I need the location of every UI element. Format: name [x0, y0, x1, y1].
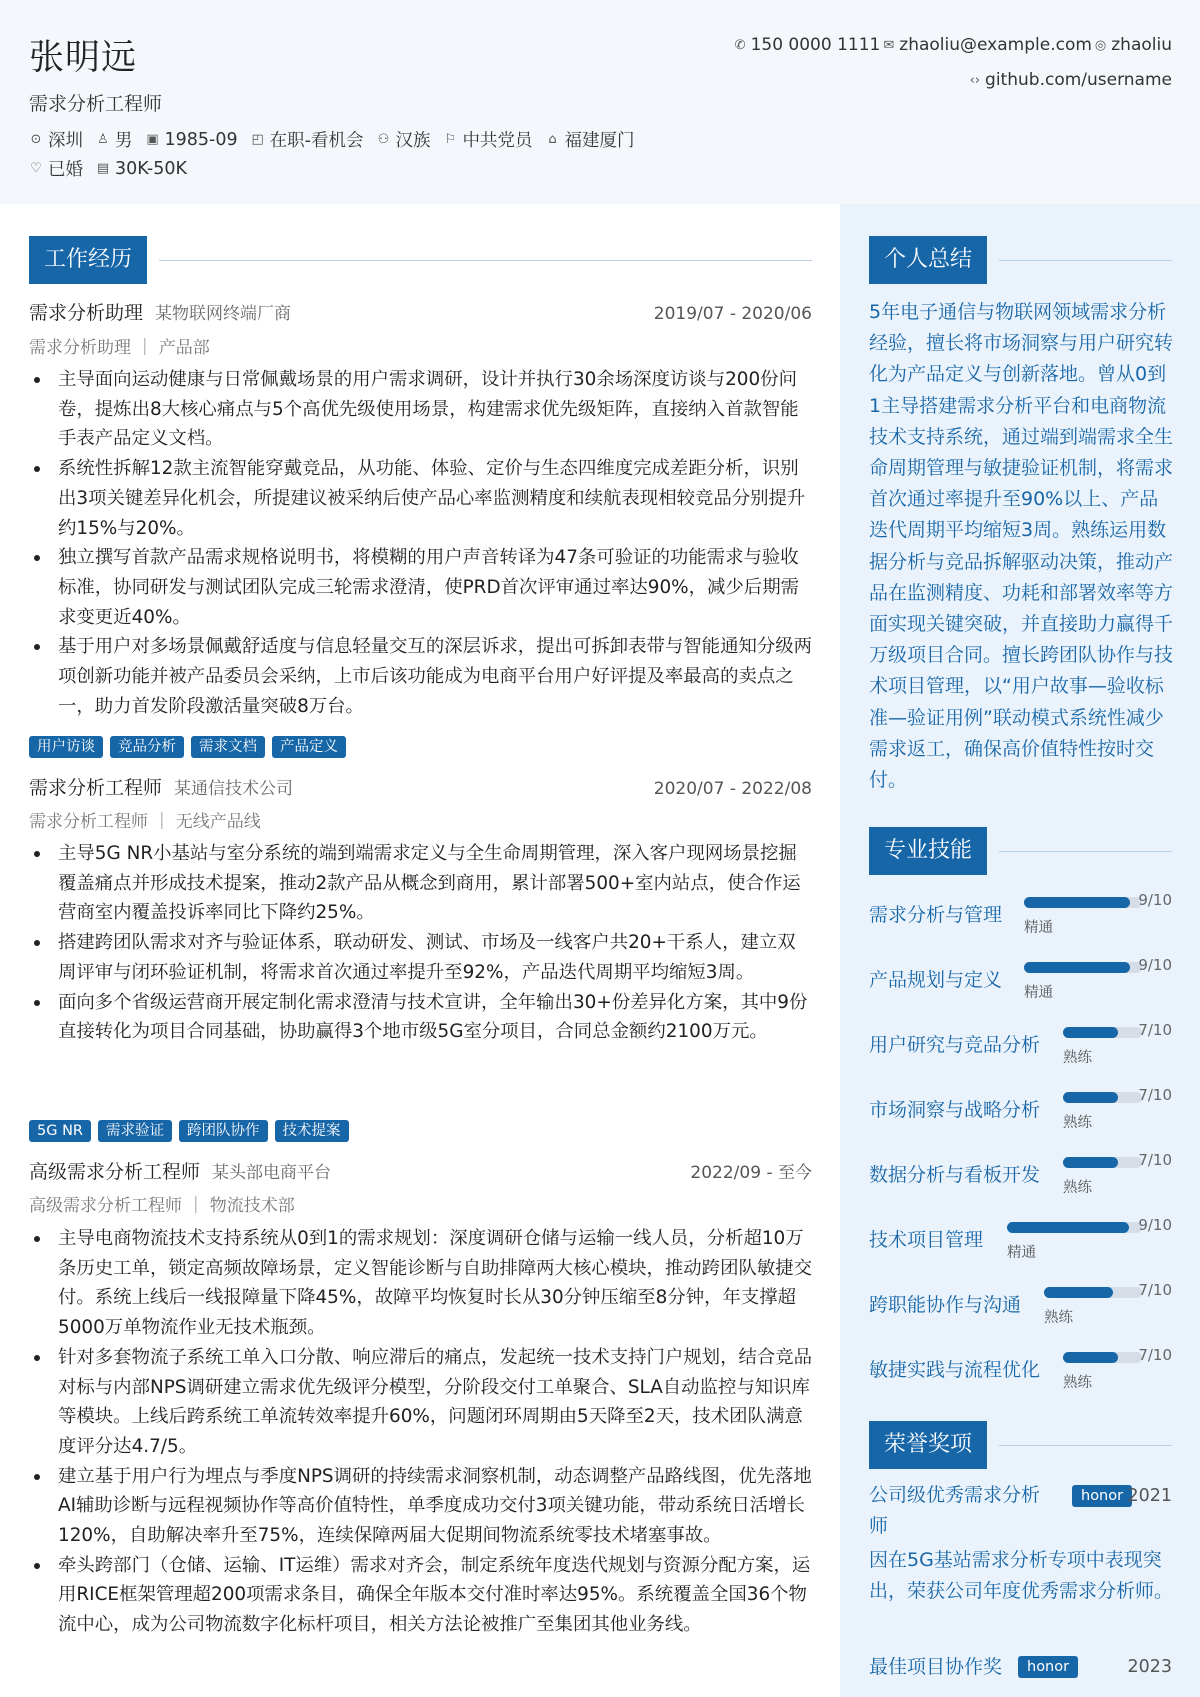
summary-text: 5年电子通信与物联网领域需求分析经验，擅长将市场洞察与用户研究转化为产品定义与创新落地。曾从0到1主导搭建需求分析平台和电商物流技术支持系统，通过端到端需求全生命周期管理与敏捷验证机制，将需求首次通过率提升至90%以上、产品迭代周期平均缩短3周。熟练运用数据分析与竞品拆解驱动决策，推动产品在监测精度、功耗和部署效率等方面实现关键突破，并直接助力赢得千万级项目合同。擅长跨团队协作与技术项目管理，以“用户故事—验收标准—验证用例”联动模式系统性减少需求返工，确保高价值特性按时交付。: [869, 301, 1174, 792]
meta-city: 深圳: [48, 131, 83, 151]
calendar-icon: ▣: [146, 132, 159, 147]
money-icon: ▤: [96, 161, 110, 176]
heart-icon: ♡: [30, 161, 42, 176]
phone-icon: ✆: [734, 37, 746, 53]
list-item: 搭建跨团队需求对齐与验证体系，联动研发、测试、市场及一线客户共20+干系人，建立双周评审与闭环验证机制，将需求首次通过率提升至92%，产品迭代周期平均缩短3周。: [29, 928, 813, 987]
skill-item: [869, 1215, 1172, 1275]
job-bullets: [29, 839, 813, 1047]
skill-name: 技术项目管理: [869, 1229, 984, 1251]
flag-icon: ⚐: [444, 132, 457, 147]
meta-salary: 30K-50K: [115, 158, 187, 179]
candidate-name: 张明远: [29, 38, 138, 78]
skill-bar: [1063, 1352, 1142, 1363]
award-badge: honor: [1018, 1656, 1078, 1678]
job-bullets: [29, 1224, 813, 1640]
award-badge: honor: [1072, 1485, 1132, 1507]
job-subtitle: 需求分析工程师 ｜ 无线产品线: [29, 812, 261, 832]
job-tags: [29, 1120, 356, 1142]
wechat-icon: ◎: [1094, 37, 1107, 53]
skill-bar: [1044, 1287, 1142, 1298]
tag: 需求验证: [98, 1120, 172, 1142]
skill-name: 用户研究与竞品分析: [869, 1034, 1041, 1056]
meta-hometown: 福建厦门: [564, 131, 635, 151]
section-title-summary: 个人总结: [869, 236, 987, 284]
meta-ethnicity: 汉族: [395, 131, 431, 151]
contact-phone[interactable]: 150 0000 1111: [750, 35, 881, 55]
list-item: 牵头跨部门（仓储、运输、IT运维）需求对齐会，制定系统年度迭代规划与资源分配方案，运用RICE框架管理超200项需求条目，确保全年版本交付准时率达95%。系统覆盖全国36个物流中心，成为公司物流数字化标杆项目，相关方法论被推广至集团其他业务线。: [29, 1551, 813, 1640]
skill-level: 熟练: [1063, 1115, 1092, 1131]
resume-header: [0, 0, 1200, 204]
skill-fill: [1063, 1352, 1118, 1363]
section-divider: [999, 260, 1172, 261]
contact-row-2: [967, 70, 1172, 90]
job-company: 某物联网终端厂商: [155, 304, 292, 324]
section-skills: [869, 827, 1172, 875]
skill-fill: [1063, 1027, 1118, 1038]
tag: 用户访谈: [29, 736, 103, 758]
skill-fill: [1044, 1287, 1113, 1298]
skill-score: 9/10: [1138, 1216, 1172, 1234]
skill-item: [869, 890, 1172, 950]
skill-item: [869, 1150, 1172, 1210]
contact-email[interactable]: zhaoliu@example.com: [899, 35, 1092, 55]
briefcase-icon: ◰: [251, 132, 264, 147]
candidate-title: 需求分析工程师: [29, 93, 163, 115]
job-company: 某通信技术公司: [174, 779, 294, 799]
skill-fill: [1063, 1092, 1118, 1103]
contact-wechat[interactable]: zhaoliu: [1111, 35, 1172, 55]
skill-bar: [1024, 897, 1142, 908]
job-header: [29, 1157, 812, 1184]
meta-political: 中共党员: [462, 131, 533, 151]
skill-level: 精通: [1024, 920, 1053, 936]
section-title-skills: 专业技能: [869, 827, 987, 875]
meta-status: 在职-看机会: [269, 131, 364, 151]
skill-name: 产品规划与定义: [869, 969, 1003, 991]
list-item: 建立基于用户行为埋点与季度NPS调研的持续需求洞察机制，动态调整产品路线图，优先落地AI辅助诊断与远程视频协作等高价值特性，单季度成功交付3项关键功能，带动系统日活增长120%，自助解决率升至75%，连续保障两届大促期间物流系统零技术堵塞事故。: [29, 1462, 813, 1551]
section-title-awards: 荣誉奖项: [869, 1421, 987, 1469]
tag: 竞品分析: [110, 736, 184, 758]
skill-bar: [1063, 1092, 1142, 1103]
skill-bar: [1063, 1157, 1142, 1168]
skill-name: 市场洞察与战略分析: [869, 1099, 1041, 1121]
list-item: 主导面向运动健康与日常佩戴场景的用户需求调研，设计并执行30余场深度访谈与200份问卷，提炼出8大核心痛点与5个高优先级使用场景，构建需求优先级矩阵，直接纳入首款智能手表产品定义文档。: [29, 365, 813, 454]
list-item: 系统性拆解12款主流智能穿戴竞品，从功能、体验、定价与生态四维度完成差距分析，识别出3项关键差异化机会，所提建议被采纳后使产品心率监测精度和续航表现相较竞品分别提升约15%与20%。: [29, 454, 813, 543]
skill-fill: [1024, 897, 1130, 908]
skill-fill: [1024, 962, 1130, 973]
skill-level: 精通: [1007, 1245, 1036, 1261]
skill-score: 9/10: [1138, 891, 1172, 909]
job-subtitle: 需求分析助理 ｜ 产品部: [29, 338, 210, 358]
job-title: 需求分析工程师: [29, 777, 163, 799]
skill-bar: [1007, 1222, 1142, 1233]
skill-item: [869, 955, 1172, 1015]
skill-item: [869, 1085, 1172, 1145]
skill-score: 7/10: [1138, 1346, 1172, 1364]
award-description: 因在5G基站需求分析专项中表现突出，荣获公司年度优秀需求分析师。: [869, 1549, 1174, 1602]
job-date: 2020/07 - 2022/08: [653, 779, 812, 799]
meta-marital: 已婚: [48, 160, 83, 180]
meta-row-2: [29, 156, 200, 181]
skill-score: 7/10: [1138, 1281, 1172, 1299]
section-divider: [999, 1445, 1172, 1446]
job-date: 2022/09 - 至今: [690, 1163, 812, 1183]
job-company: 某头部电商平台: [212, 1163, 332, 1183]
skill-score: 9/10: [1138, 956, 1172, 974]
skill-level: 熟练: [1063, 1050, 1092, 1066]
award-year: 2023: [1127, 1657, 1172, 1677]
section-divider: [159, 260, 812, 261]
job-title: 高级需求分析工程师: [29, 1161, 201, 1183]
skill-score: 7/10: [1138, 1151, 1172, 1169]
tag: 跨团队协作: [179, 1120, 268, 1142]
job-date: 2019/07 - 2020/06: [653, 304, 812, 324]
skill-name: 需求分析与管理: [869, 904, 1003, 926]
section-summary: [869, 236, 1172, 284]
job-bullets: [29, 365, 813, 721]
section-title-work: 工作经历: [29, 236, 147, 284]
list-item: 面向多个省级运营商开展定制化需求澄清与技术宣讲，全年输出30+份差异化方案，其中9份直接转化为项目合同基础，协助赢得3个地市级5G室分项目，合同总金额约2100万元。: [29, 988, 813, 1047]
job-header: [29, 773, 812, 800]
skill-bar: [1024, 962, 1142, 973]
tag: 产品定义: [272, 736, 346, 758]
skill-bar: [1063, 1027, 1142, 1038]
home-icon: ⌂: [548, 132, 557, 147]
tag: 需求文档: [191, 736, 265, 758]
list-item: 主导5G NR小基站与室分系统的端到端需求定义与全生命周期管理，深入客户现网场景挖掘覆盖痛点并形成技术提案，推动2款产品从概念到商用，累计部署500+室内站点，使合作运营商室内覆盖投诉率同比下降约25%。: [29, 839, 813, 928]
skill-item: [869, 1345, 1172, 1405]
list-item: 基于用户对多场景佩戴舒适度与信息轻量交互的深层诉求，提出可拆卸表带与智能通知分级两项创新功能并被产品委员会采纳，上市后该功能成为电商平台用户好评提及率最高的卖点之一，助力首发阶段激活量突破8万台。: [29, 632, 813, 721]
meta-gender: 男: [115, 131, 133, 151]
skill-fill: [1007, 1222, 1129, 1233]
skill-score: 7/10: [1138, 1021, 1172, 1039]
job-header: [29, 298, 812, 325]
list-item: 针对多套物流子系统工单入口分散、响应滞后的痛点，发起统一技术支持门户规划，结合竞品对标与内部NPS调研建立需求优先级评分模型，分阶段交付工单聚合、SLA自动监控与知识库等模块。上线后跨系统工单流转效率提升60%，问题闭环周期由5天降至2天，技术团队满意度评分达4.7/5。: [29, 1343, 813, 1462]
list-item: 主导电商物流技术支持系统从0到1的需求规划：深度调研仓储与运输一线人员，分析超10万条历史工单，锁定高频故障场景，定义智能诊断与自助排障两大核心模块，推动跨团队敏捷交付。系统上线后一线报障量下降45%，故障平均恢复时长从30分钟压缩至8分钟，年支撑超5000万单物流作业无技术瓶颈。: [29, 1224, 813, 1343]
location-pin-icon: ⊙: [30, 132, 42, 147]
skill-level: 熟练: [1063, 1180, 1092, 1196]
list-item: 独立撰写首款产品需求规格说明书，将模糊的用户声音转译为47条可验证的功能需求与验收标准，协同研发与测试团队完成三轮需求澄清，使PRD首次评审通过率达90%，减少后期需求变更近40%。: [29, 543, 813, 632]
contact-row-1: [732, 35, 1172, 55]
skill-level: 熟练: [1063, 1375, 1092, 1391]
award-name: 公司级优秀需求分析师: [869, 1484, 1041, 1537]
person-icon: ♙: [97, 132, 109, 147]
code-icon: ‹›: [969, 72, 981, 88]
section-work: [29, 236, 812, 284]
skill-level: 熟练: [1044, 1310, 1073, 1326]
meta-row-1: [29, 127, 647, 152]
skill-name: 数据分析与看板开发: [869, 1164, 1041, 1186]
group-icon: ⚇: [377, 132, 390, 147]
skill-name: 跨职能协作与沟通: [869, 1294, 1022, 1316]
skill-level: 精通: [1024, 985, 1053, 1001]
skill-item: [869, 1020, 1172, 1080]
mail-icon: ✉: [883, 37, 895, 53]
award-name: 最佳项目协作奖: [869, 1656, 1003, 1678]
award-year: 2021: [1127, 1486, 1172, 1506]
skill-name: 敏捷实践与流程优化: [869, 1359, 1041, 1381]
skill-item: [869, 1280, 1172, 1340]
tag: 5G NR: [29, 1120, 91, 1142]
job-title: 需求分析助理: [29, 302, 144, 324]
job-subtitle: 高级需求分析工程师 ｜ 物流技术部: [29, 1196, 295, 1216]
contact-github[interactable]: github.com/username: [985, 70, 1172, 90]
section-awards: [869, 1421, 1172, 1469]
tag: 技术提案: [275, 1120, 349, 1142]
meta-birth: 1985-09: [164, 129, 238, 150]
section-divider: [999, 851, 1172, 852]
skill-score: 7/10: [1138, 1086, 1172, 1104]
skill-fill: [1063, 1157, 1118, 1168]
job-tags: [29, 736, 353, 758]
